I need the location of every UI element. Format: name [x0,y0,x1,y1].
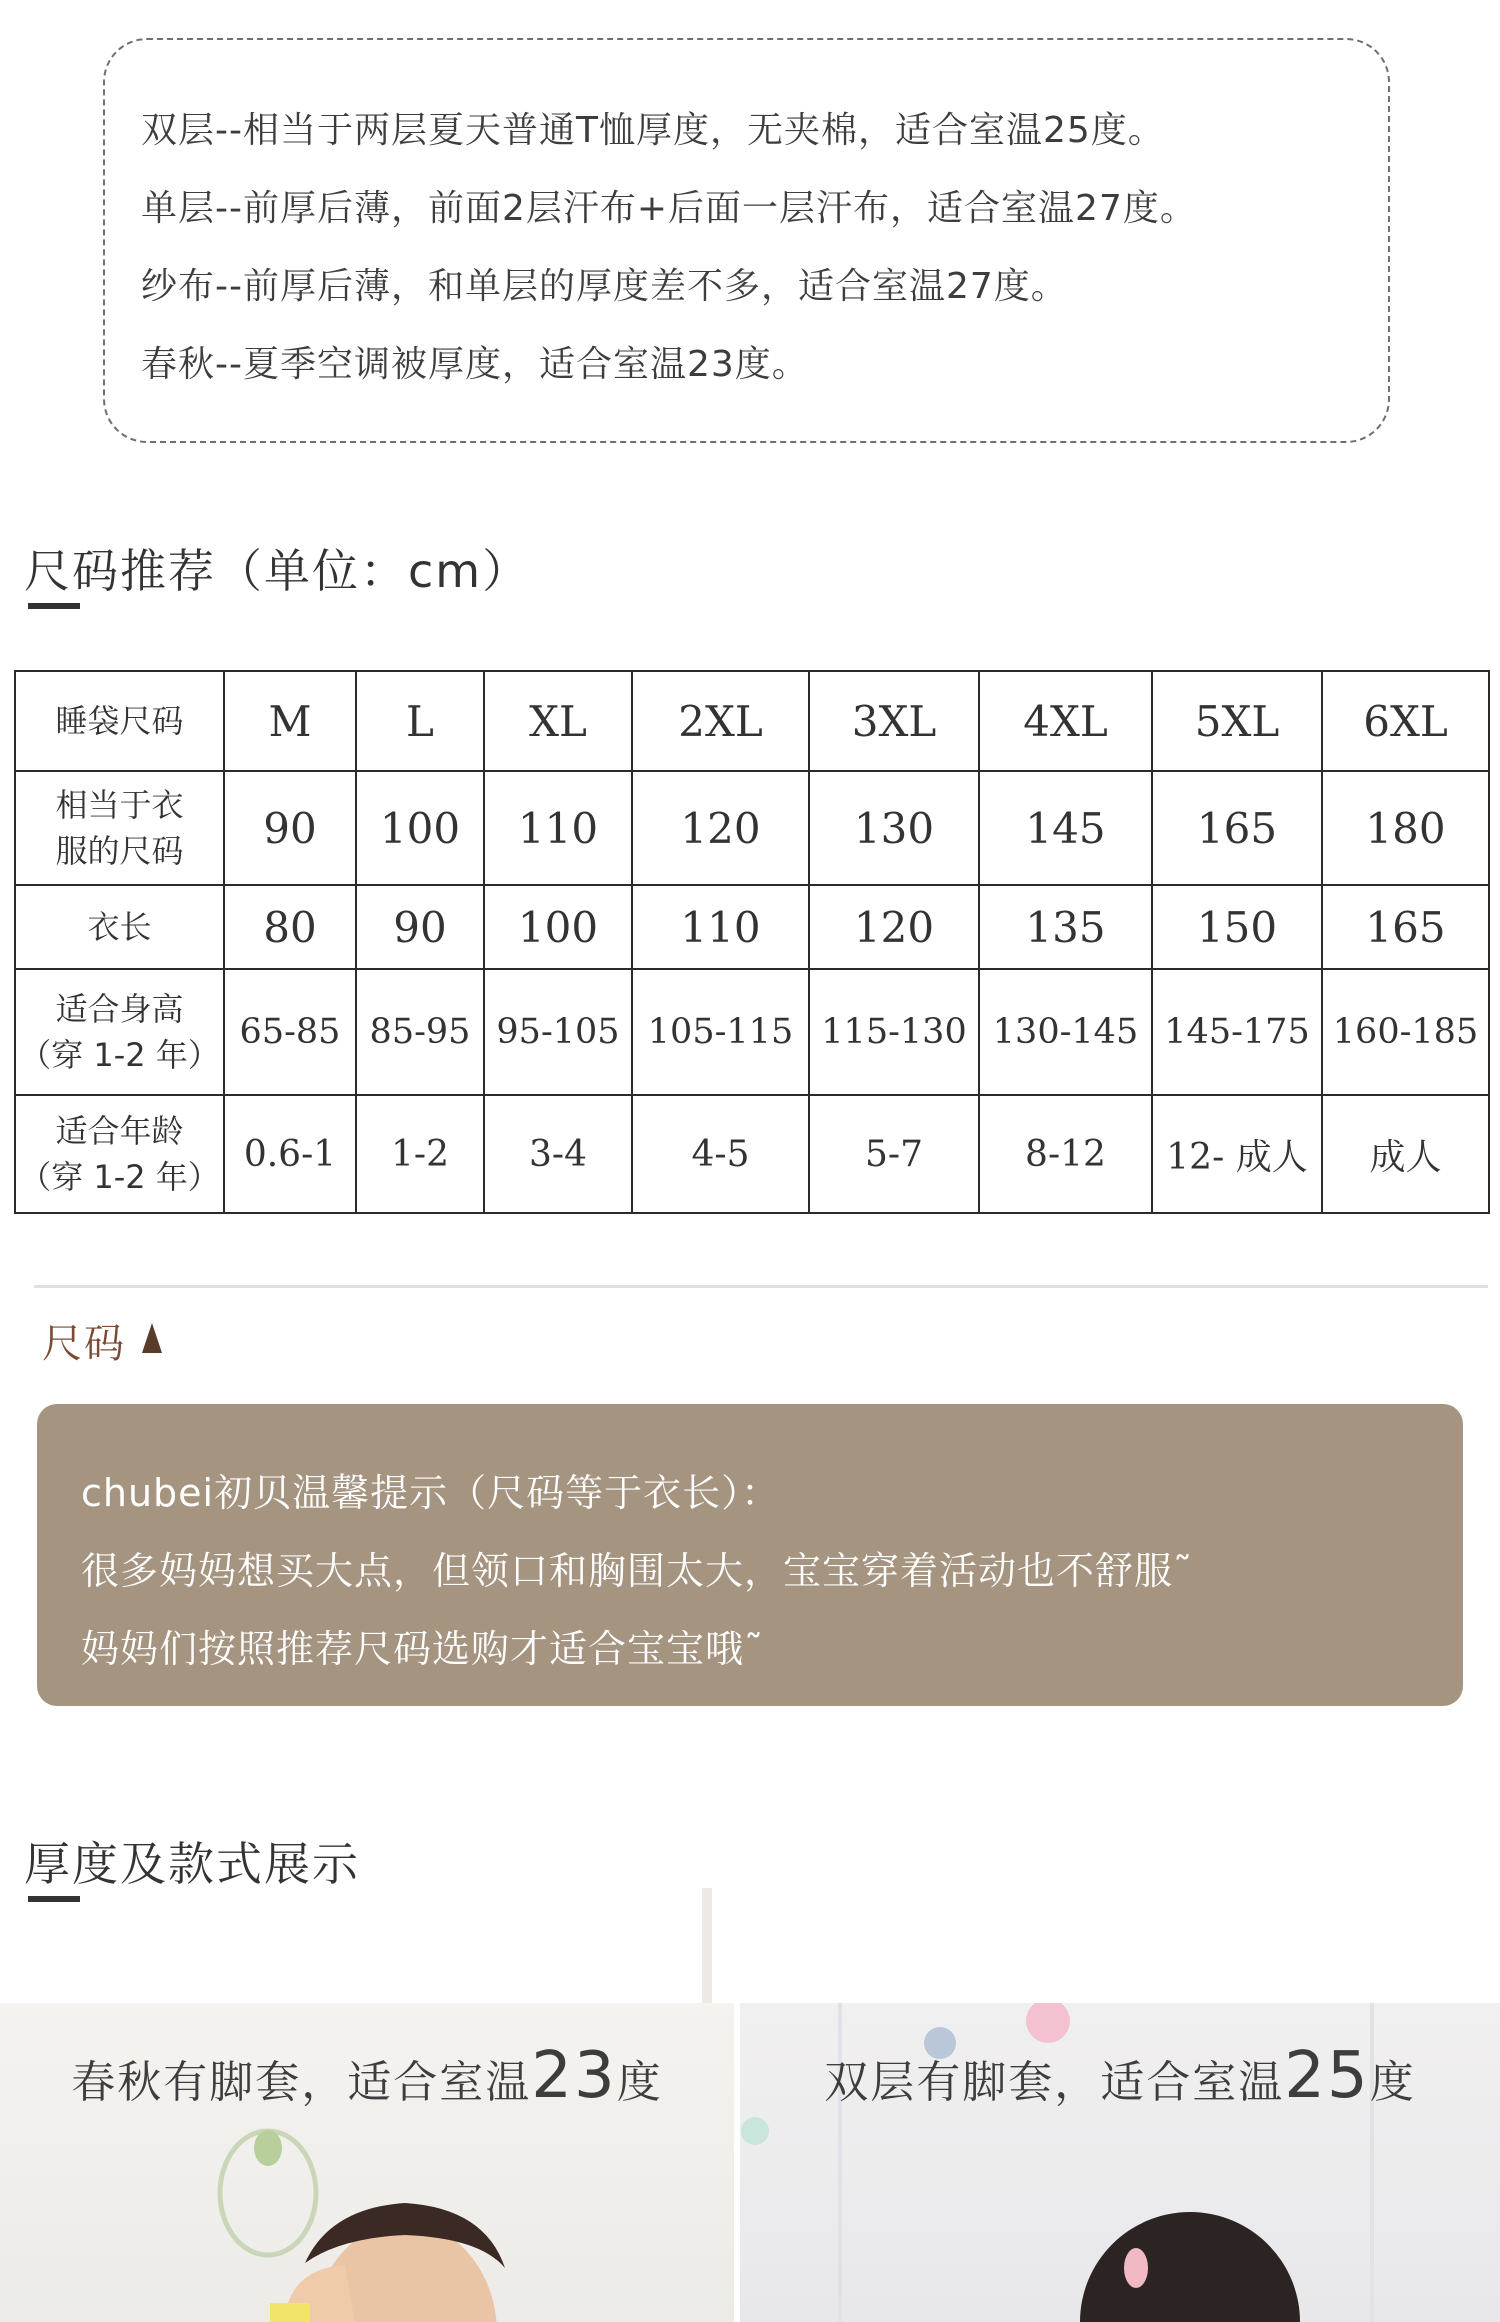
table-cell: 0.6-1 [224,1095,356,1213]
photo-caption: 春秋有脚套，适合室温23度 [71,2039,663,2113]
table-cell: 65-85 [224,969,356,1095]
header-cell-sleepbag-size: 睡袋尺码 [15,671,224,771]
table-cell: 165 [1152,771,1322,885]
table-cell: 105-115 [632,969,809,1095]
table-row-suitable-age [15,1095,1489,1213]
header-cell-size: 6XL [1322,671,1489,771]
header-cell-size: XL [484,671,632,771]
table-cell: 110 [484,771,632,885]
table-cell: 130 [809,771,979,885]
table-cell: 120 [809,885,979,969]
row-label: 衣长 [15,885,224,969]
table-cell: 80 [224,885,356,969]
size-table [14,670,1490,1214]
triangle-up-icon [142,1323,162,1353]
table-cell: 5-7 [809,1095,979,1213]
background-pole [702,1888,712,2004]
thickness-notes-box [103,38,1390,443]
table-cell: 145 [979,771,1152,885]
table-cell: 1-2 [356,1095,484,1213]
table-cell: 90 [356,885,484,969]
photo-caption: 双层有脚套，适合室温25度 [824,2039,1416,2113]
note-single-layer: 单层--前厚后薄，前面2层汗布+后面一层汗布，适合室温27度。 [141,188,1197,229]
table-cell: 110 [632,885,809,969]
tip-title: chubei初贝温馨提示（尺码等于衣长）： [81,1471,781,1515]
table-cell: 12- 成人 [1152,1095,1322,1213]
table-cell: 成人 [1322,1095,1489,1213]
table-cell: 165 [1322,885,1489,969]
size-heading-label: 尺码 [42,1321,126,1367]
style-title-underline [28,1896,80,1902]
note-gauze: 纱布--前厚后薄，和单层的厚度差不多，适合室温27度。 [141,266,1068,307]
table-row-garment-length [15,885,1489,969]
table-cell: 100 [356,771,484,885]
table-cell: 120 [632,771,809,885]
table-cell: 145-175 [1152,969,1322,1095]
table-cell: 130-145 [979,969,1152,1095]
row-label: 相当于衣 服的尺码 [15,771,224,885]
table-cell: 135 [979,885,1152,969]
tip-line: 很多妈妈想买大点，但领口和胸围太大，宝宝穿着活动也不舒服˜ [81,1549,1194,1593]
header-cell-size: L [356,671,484,771]
size-table-header-row [15,671,1489,771]
size-heading [42,1312,162,1369]
table-cell: 150 [1152,885,1322,969]
table-cell: 4-5 [632,1095,809,1213]
table-cell: 115-130 [809,969,979,1095]
size-title-underline [28,603,80,609]
header-cell-size: 2XL [632,671,809,771]
table-cell: 160-185 [1322,969,1489,1095]
header-cell-size: 4XL [979,671,1152,771]
row-label: 适合身高 （穿 1-2 年） [15,969,224,1095]
size-recommendation-title: 尺码推荐（单位：cm） [24,544,531,598]
note-spring-autumn: 春秋--夏季空调被厚度，适合室温23度。 [141,344,809,385]
table-row-clothing-size [15,771,1489,885]
note-double-layer: 双层--相当于两层夏天普通T恤厚度，无夹棉，适合室温25度。 [141,110,1165,151]
child-figure-image [0,2003,734,2322]
table-row-suitable-height [15,969,1489,1095]
header-cell-size: M [224,671,356,771]
row-label: 适合年龄 （穿 1-2 年） [15,1095,224,1213]
section-divider [34,1285,1488,1288]
header-cell-size: 5XL [1152,671,1322,771]
table-cell: 85-95 [356,969,484,1095]
table-cell: 3-4 [484,1095,632,1213]
header-cell-size: 3XL [809,671,979,771]
product-photo-double-layer[interactable] [740,2003,1500,2322]
table-cell: 95-105 [484,969,632,1095]
tip-line: 妈妈们按照推荐尺码选购才适合宝宝哦˜ [81,1627,765,1671]
table-cell: 100 [484,885,632,969]
table-cell: 90 [224,771,356,885]
size-tip-box [37,1404,1463,1706]
table-cell: 180 [1322,771,1489,885]
style-showcase-title: 厚度及款式展示 [24,1837,360,1891]
table-cell: 8-12 [979,1095,1152,1213]
product-photo-spring-autumn[interactable] [0,2003,734,2322]
